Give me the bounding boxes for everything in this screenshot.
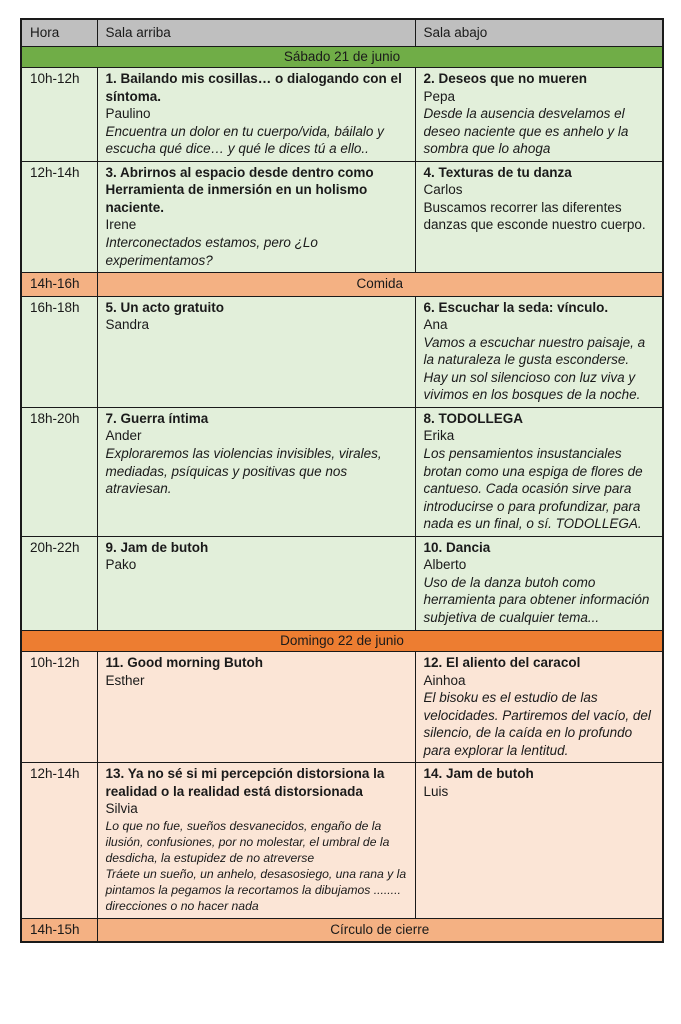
session-title: 5. Un acto gratuito	[105, 299, 225, 315]
person-name: Ander	[105, 428, 142, 444]
session-row	[21, 161, 663, 272]
session-row	[21, 407, 663, 536]
session-description: El bisoku es el estudio de las velocidades. Partiremos del vacío, del silencio, de la caída en lo profundo para explorar la lentitud.	[423, 690, 651, 758]
session-cell	[415, 536, 663, 630]
person-name: Silvia	[105, 801, 138, 817]
banner-label: Círculo de cierre	[97, 918, 663, 942]
session-title: 4. Texturas de tu danza	[423, 164, 572, 180]
session-description: Uso de la danza butoh como herramienta para obtener información subjetiva de cualquier tema...	[423, 574, 650, 625]
day-header-label: Sábado 21 de junio	[21, 46, 663, 68]
session-title: 2. Deseos que no mueren	[423, 71, 588, 87]
person-name: Paulino	[105, 106, 151, 122]
session-description: Encuentra un dolor en tu cuerpo/vida, báilalo y escucha qué dice… y qué le dices tú a ello..	[105, 123, 384, 157]
table-header	[21, 19, 663, 46]
header-row	[21, 19, 663, 46]
time-cell: 14h-15h	[21, 918, 97, 942]
person-name: Luis	[423, 783, 449, 799]
session-row	[21, 652, 663, 763]
session-title: 10. Dancia	[423, 539, 491, 555]
column-header-sala-arriba: Sala arriba	[97, 19, 415, 46]
column-header-sala-abajo: Sala abajo	[415, 19, 663, 46]
session-cell	[97, 161, 415, 272]
session-description: Interconectados estamos, pero ¿Lo experimentamos?	[105, 235, 318, 268]
session-title: 8. TODOLLEGA	[423, 410, 524, 426]
time-cell: 14h-16h	[21, 273, 97, 297]
time-cell: 16h-18h	[21, 296, 97, 407]
day-header-row	[21, 46, 663, 68]
banner-label: Comida	[97, 273, 663, 297]
session-title: 14. Jam de butoh	[423, 766, 534, 782]
column-header-hora: Hora	[21, 19, 97, 46]
session-row	[21, 763, 663, 918]
session-cell	[415, 296, 663, 407]
person-name: Sandra	[105, 317, 150, 333]
person-name: Erika	[423, 428, 455, 444]
time-cell: 12h-14h	[21, 161, 97, 272]
session-description: Lo que no fue, sueños desvanecidos, engaño de la ilusión, confusiones, por no molestar, el umbral de la desdicha, la estupidez de no atreverse	[105, 818, 390, 866]
session-row	[21, 296, 663, 407]
session-cell	[97, 763, 415, 918]
session-cell	[97, 407, 415, 536]
person-name: Alberto	[423, 557, 467, 573]
banner-row	[21, 918, 663, 942]
session-description: Exploraremos las violencias invisibles, virales, mediadas, psíquicas y positivas que nos atraviesan.	[105, 446, 382, 497]
banner-row	[21, 273, 663, 297]
person-name: Ainhoa	[423, 672, 466, 688]
day-header-row	[21, 630, 663, 652]
person-name: Esther	[105, 672, 145, 688]
schedule-table	[20, 18, 664, 943]
schedule-body	[21, 46, 663, 942]
session-description: Desde la ausencia desvelamos el deseo naciente que es anhelo y la sombra que lo ahoga	[423, 106, 629, 157]
time-cell: 12h-14h	[21, 763, 97, 918]
time-cell: 20h-22h	[21, 536, 97, 630]
session-cell	[97, 536, 415, 630]
session-title: 11. Good morning Butoh	[105, 655, 263, 671]
session-cell	[415, 68, 663, 162]
session-cell	[97, 68, 415, 162]
session-title: 3. Abrirnos al espacio desde dentro como Herramienta de inmersión en un holismo naciente.	[105, 164, 374, 215]
time-cell: 10h-12h	[21, 68, 97, 162]
session-cell	[415, 161, 663, 272]
session-title: 6. Escuchar la seda: vínculo.	[423, 299, 609, 315]
session-row	[21, 68, 663, 162]
session-cell	[415, 407, 663, 536]
person-name: Ana	[423, 317, 448, 333]
time-cell: 18h-20h	[21, 407, 97, 536]
person-name: Irene	[105, 217, 137, 233]
session-row	[21, 536, 663, 630]
session-description: Los pensamientos insustanciales brotan como una espiga de flores de cantueso. Cada ocasión sirve para introducirse o para profundizar, para nada es un final, o sí. TODOLLEGA.	[423, 446, 643, 532]
session-description: Buscamos recorrer las diferentes danzas que esconde nuestro cuerpo.	[423, 199, 646, 233]
session-cell	[97, 652, 415, 763]
session-title: 9. Jam de butoh	[105, 539, 209, 555]
session-cell	[97, 296, 415, 407]
person-name: Pako	[105, 557, 137, 573]
person-name: Carlos	[423, 182, 463, 198]
session-title: 1. Bailando mis cosillas… o dialogando con el síntoma.	[105, 71, 402, 104]
session-title: 7. Guerra íntima	[105, 410, 209, 426]
day-header-label: Domingo 22 de junio	[21, 630, 663, 652]
time-cell: 10h-12h	[21, 652, 97, 763]
session-cell	[415, 652, 663, 763]
person-name: Pepa	[423, 88, 456, 104]
session-cell	[415, 763, 663, 918]
session-title: 13. Ya no sé si mi percepción distorsiona la realidad o la realidad está distorsionada	[105, 766, 385, 799]
session-description: Tráete un sueño, un anhelo, desasosiego, una rana y la pintamos la pegamos la recortamos la dibujamos ........ direcciones o no hacer nada	[105, 867, 407, 914]
session-description: Vamos a escuchar nuestro paisaje, a la naturaleza le gusta esconderse. Hay un sol silencioso con luz viva y vivimos en los bosques de la noche.	[423, 334, 646, 403]
session-title: 12. El aliento del caracol	[423, 655, 581, 671]
